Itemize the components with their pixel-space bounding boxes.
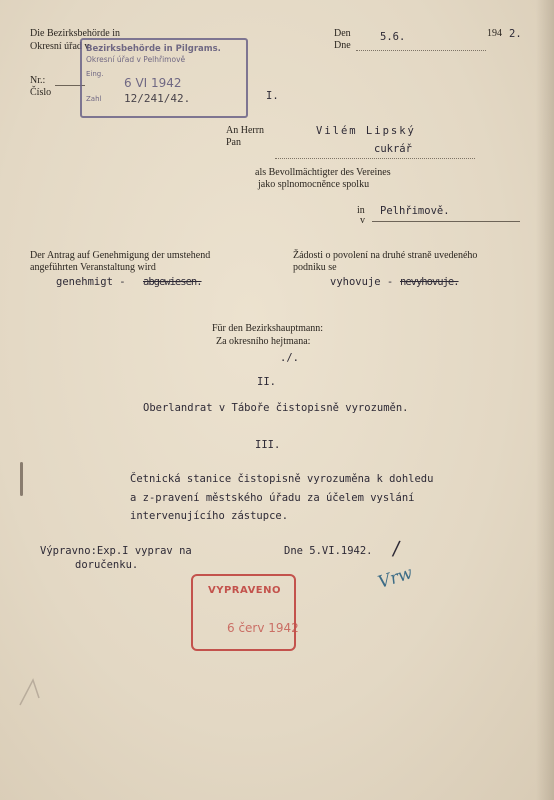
- signature-cs: Za okresního hejtmana:: [216, 336, 311, 347]
- request-de-struck: abgewiesen.: [143, 276, 202, 288]
- page-edge-shadow: [536, 0, 554, 800]
- dispatch-line2: doručenku.: [75, 559, 139, 571]
- received-stamp-line1: Bezirksbehörde in Pilgrams.: [86, 44, 221, 54]
- request-cs-struck: nevyhovuje.: [400, 276, 459, 288]
- place-underline: [372, 221, 520, 222]
- dispatch-date: Dne 5.VI.1942.: [284, 545, 373, 557]
- representative-de: als Bevollmächtigter des Vereines: [255, 167, 391, 178]
- request-de-line2: angeführten Veranstaltung wird: [30, 262, 156, 273]
- handwritten-signature: Vrw: [375, 563, 416, 593]
- dispatched-stamp: [191, 574, 299, 651]
- authority-cs: Okresní úřad v: [30, 41, 90, 52]
- number-label-de: Nr.:: [30, 75, 46, 86]
- dispatch-initial-mark: /: [391, 535, 402, 561]
- place-label-de: in: [357, 205, 365, 216]
- signature-de: Für den Bezirkshauptmann:: [212, 323, 324, 334]
- section-two-text: Oberlandrat v Táboře čistopisně vyrozuměn.: [143, 402, 409, 414]
- received-stamp-date: 6 VI 1942: [124, 76, 182, 90]
- dispatch-line1: Výpravno:Exp.I vyprav na: [40, 545, 192, 557]
- section-three-line1: Četnická stanice čistopisně vyrozuměna k dohledu: [130, 473, 434, 485]
- received-stamp: [80, 38, 248, 118]
- date-year-prefix: 194: [487, 28, 502, 39]
- margin-pencil-mark: [20, 462, 23, 496]
- section-three-numeral: III.: [255, 439, 281, 451]
- date-day: 5.6.: [380, 31, 406, 43]
- pencil-scribble: [15, 670, 55, 710]
- number-label-cs: Číslo: [30, 87, 52, 98]
- dispatched-stamp-date: 6 červ 1942: [227, 621, 299, 635]
- received-stamp-number: 12/241/42.: [124, 92, 191, 105]
- received-stamp-eing-label: Eing.: [86, 70, 104, 78]
- addressee-name: Vilém Lipský: [316, 125, 416, 137]
- date-label-cs: Dne: [334, 40, 351, 51]
- addressee-label-de: An Herrn: [226, 125, 265, 136]
- signature-mark: ./.: [280, 352, 299, 364]
- authority-de: Die Bezirksbehörde in: [30, 28, 120, 39]
- place-label-cs: v: [360, 215, 365, 226]
- section-two-numeral: II.: [257, 376, 276, 388]
- request-cs-line1: Žádosti o povolení na druhé straně uvedeného: [293, 250, 478, 261]
- received-stamp-zahl-label: Zahl: [86, 95, 102, 103]
- representative-cs: jako splnomocněnce spolku: [258, 179, 370, 190]
- request-de-line1: Der Antrag auf Genehmigung der umstehend: [30, 250, 211, 261]
- dispatched-stamp-label: VYPRAVENO: [208, 585, 282, 596]
- section-three-line2: a z-pravení městského úřadu za účelem vyslání: [130, 492, 415, 504]
- addressee-label-cs: Pan: [226, 137, 241, 148]
- addressee-occupation: cukrář: [374, 143, 412, 155]
- date-underline: [356, 50, 486, 51]
- roman-numeral-one: I.: [266, 90, 279, 102]
- request-de-result: genehmigt -: [56, 276, 126, 288]
- addressee-place: Pelhřimově.: [380, 205, 450, 217]
- section-three-line3: intervenujícího zástupce.: [130, 510, 289, 522]
- received-stamp-line2: Okresní úřad v Pelhřimově: [86, 55, 186, 64]
- date-label-de: Den: [334, 28, 351, 39]
- request-cs-result: vyhovuje -: [330, 276, 394, 288]
- request-cs-line2: podniku se: [293, 262, 337, 273]
- addressee-underline: [275, 158, 475, 159]
- date-year-suffix: 2.: [509, 28, 522, 40]
